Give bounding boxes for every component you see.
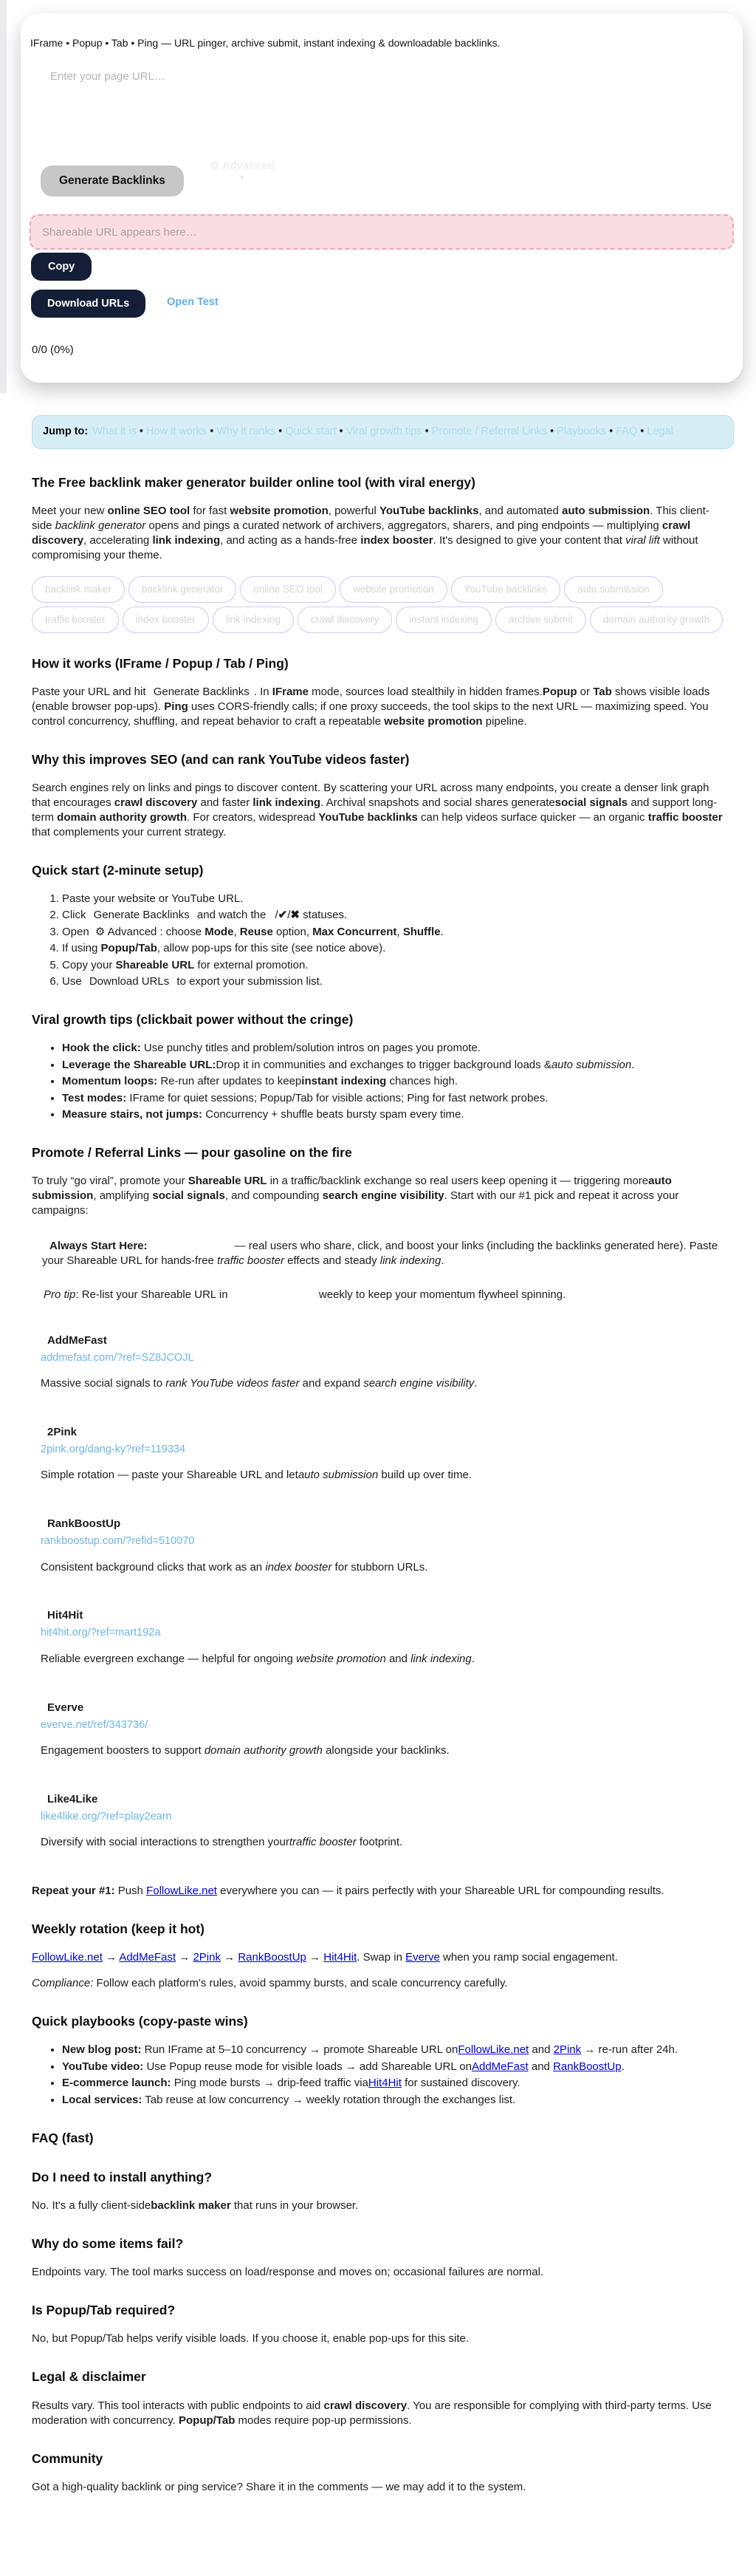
text-run: Measure stairs, not jumps: — [62, 1108, 203, 1121]
text-run: Pro tip — [44, 1288, 76, 1302]
text-run: . It's designed to give your content that — [433, 533, 626, 547]
copy-button[interactable]: Copy — [31, 253, 92, 281]
referral-desc — [41, 1468, 729, 1483]
text-run: Generate Backlinks — [93, 909, 190, 922]
keyword-chip: domain authority growth — [590, 607, 723, 633]
text-run: . Swap in — [357, 1951, 406, 1964]
playbooks-list — [32, 2043, 729, 2107]
list-item — [62, 941, 729, 956]
text-run: Leverage the Shareable URL: — [62, 1058, 216, 1071]
text-run: weekly to keep your momentum flywheel spinning. — [315, 1288, 566, 1302]
section-title-promote: Promote / Referral Links — pour gasoline on the fire — [32, 1145, 352, 1161]
keyword-chip: traffic booster — [32, 607, 119, 633]
list-item — [62, 925, 729, 940]
separator: • — [637, 426, 647, 437]
shareable-url-field[interactable] — [30, 214, 734, 250]
text-run: and watch the — [193, 909, 269, 922]
jump-link[interactable]: Legal — [647, 426, 673, 437]
text-run: Max Concurrent — [312, 925, 397, 938]
text-run: website promotion — [230, 505, 329, 518]
faq-question: Why do some items fail? — [32, 2236, 184, 2251]
text-run: that runs in your browser. — [230, 2199, 359, 2213]
text-run: . For creators, widespread — [187, 810, 319, 824]
text-run: . Archival snapshots and social shares generate — [320, 796, 555, 809]
text-run: ✔ — [278, 909, 288, 922]
text-run: auto submission — [551, 1058, 632, 1071]
text-run: . — [471, 1652, 475, 1665]
text-run: . You are responsible for complying with third-party terms. Use moderation with concurrency. — [32, 2399, 712, 2427]
text-run: IFrame for quiet sessions; Popup/Tab for visible actions; Ping for fast network probes. — [126, 1091, 549, 1104]
open-test-link[interactable]: Open Test — [167, 296, 219, 308]
text-run: statuses. — [299, 909, 348, 922]
text-run: mode, sources load stealthily in hidden frames. — [309, 685, 543, 698]
text-run: YouTube video: — [62, 2060, 144, 2073]
text-run: domain authority growth — [204, 1743, 323, 1757]
text-run: uses CORS-friendly calls; if one proxy succeeds, the tool skips to the next URL — maximizing speed. You control concurrency, shuffling, and repeat behavior to craft a repeatable — [32, 700, 709, 728]
referral-url-link[interactable]: hit4hit.org/?ref=mart192a — [41, 1627, 161, 1639]
text-run: , amplifying — [93, 1189, 153, 1203]
list-item — [62, 958, 729, 973]
separator: • — [207, 426, 217, 437]
text-run: Test modes: — [62, 1091, 127, 1104]
inline-link[interactable]: RankBoostUp — [238, 1951, 306, 1964]
separator: • — [606, 426, 616, 437]
text-run: , and acting as a hands-free — [220, 533, 361, 547]
text-run: Results vary. This tool interacts with public endpoints to aid — [32, 2399, 324, 2412]
referral-card — [41, 1608, 729, 1666]
faq-answer — [32, 2331, 729, 2346]
text-run: Popup/Tab — [178, 2413, 236, 2427]
viral-tips-list — [32, 1041, 729, 1122]
jump-to-nav — [32, 415, 734, 449]
text-run: , allow pop-ups for this site (see notice above). — [157, 942, 386, 955]
inline-link[interactable]: FollowLike.net — [32, 1951, 103, 1964]
text-run: can help videos surface quicker — an organic — [417, 810, 648, 824]
text-run: If using — [62, 942, 101, 955]
inline-link[interactable]: FollowLike.net — [458, 2043, 529, 2057]
backlink-tool-card — [21, 13, 743, 383]
text-run: . Start with our #1 pick and repeat it across your campaigns: — [32, 1189, 679, 1217]
keyword-chip: backlink maker — [32, 576, 125, 603]
text-run: Click — [62, 909, 89, 922]
text-run: . — [474, 1377, 478, 1390]
text-run: Ping — [164, 700, 188, 713]
text-run: when you ramp social engagement. — [439, 1951, 618, 1964]
referral-url-link[interactable]: addmefast.com/?ref=SZ8JCOJL — [41, 1351, 194, 1364]
faq-answer — [32, 2265, 729, 2280]
keyword-chip: archive submit — [495, 607, 586, 633]
advanced-label: ⚙ Advanced — [209, 160, 275, 172]
jump-link[interactable]: FAQ — [616, 426, 638, 437]
inline-link[interactable]: AddMeFast — [471, 2060, 529, 2073]
text-run: crawl discovery — [32, 519, 691, 547]
text-run: index booster — [265, 1560, 332, 1574]
text-run: auto submission — [562, 505, 650, 518]
text-run: and support long-term — [32, 796, 718, 824]
always-start-here — [42, 1239, 729, 1268]
text-run: Paste your URL and hit — [32, 685, 149, 698]
referral-url-link[interactable]: like4like.org/?ref=play2earn — [41, 1810, 172, 1822]
inline-link[interactable]: FollowLike.net — [146, 1884, 217, 1897]
text-run: . In — [253, 685, 272, 698]
text-run: Search engines rely on links and pings to discover content. By scattering your URL across many endpoints, you create a denser link graph that encourages — [32, 782, 709, 809]
promote-paragraph — [32, 1174, 729, 1218]
text-run: traffic booster — [647, 810, 723, 824]
text-run: YouTube backlinks — [379, 505, 479, 518]
keyword-chip: website promotion — [340, 576, 447, 603]
text-run: modes require pop-up permissions. — [235, 2413, 412, 2427]
referral-name: Everve — [47, 1701, 84, 1714]
jump-link[interactable]: Playbooks — [557, 426, 607, 437]
text-run: alongside your backlinks. — [322, 1743, 450, 1757]
faq-list — [32, 2169, 729, 2347]
list-item — [62, 908, 729, 923]
text-run: Ping mode bursts → drip-feed traffic via — [171, 2077, 368, 2090]
text-run: Consistent background clicks that work as an — [41, 1560, 266, 1574]
inline-link[interactable]: Hit4Hit — [368, 2077, 402, 2090]
text-run: Run IFrame at 5–10 concurrency → promote Shareable URL on — [141, 2043, 458, 2057]
referral-name: 2Pink — [47, 1426, 78, 1439]
text-run: Push — [114, 1884, 147, 1897]
separator: • — [136, 426, 146, 437]
text-run: shows visible loads (enable browser pop-ups). — [32, 685, 710, 713]
referral-desc — [41, 1560, 729, 1575]
text-run: / — [275, 909, 278, 922]
text-run: social signals — [152, 1189, 225, 1203]
how-paragraph — [32, 685, 729, 729]
referral-card — [41, 1701, 729, 1758]
text-run: , powerful — [328, 505, 379, 518]
section-title-what: The Free backlink maker generator builder online tool (with viral energy) — [32, 474, 475, 490]
text-run: build up over time. — [378, 1469, 472, 1482]
list-item — [62, 1107, 729, 1122]
text-run: Tab reuse at low concurrency → weekly rotation through the exchanges list. — [142, 2093, 516, 2106]
hero-region — [0, 0, 756, 393]
text-run: traffic booster — [289, 1836, 357, 1848]
chevron-down-icon: ▼ — [238, 174, 246, 182]
jump-link[interactable]: Promote / Referral Links — [431, 426, 548, 437]
referral-desc — [41, 1743, 729, 1758]
text-run: Shareable URL — [188, 1175, 267, 1188]
text-run: Use — [62, 975, 85, 988]
text-run: effects and steady — [284, 1254, 380, 1268]
referral-name: Like4Like — [47, 1792, 98, 1805]
text-run: . — [621, 2060, 625, 2073]
text-run: Got a high-quality backlink or ping service? Share it in the comments — we may add it to the system. — [32, 2480, 526, 2493]
text-run: Hook the click: — [62, 1042, 141, 1055]
section-title-faq: FAQ (fast) — [32, 2130, 94, 2145]
text-run: Shuffle — [402, 925, 441, 938]
referral-desc — [41, 1376, 729, 1391]
referral-url-link[interactable]: rankboostup.com/?refid=510070 — [41, 1535, 195, 1548]
text-run: , and compounding — [224, 1189, 323, 1203]
text-run: pipeline. — [482, 714, 527, 728]
rotation-paragraph — [32, 1950, 729, 1965]
text-run: link indexing — [379, 1254, 441, 1268]
text-run: for external promotion. — [194, 958, 309, 971]
list-item — [62, 1091, 729, 1106]
referral-name: Hit4Hit — [47, 1609, 83, 1622]
text-run: for fast — [190, 505, 230, 518]
text-run: website promotion — [384, 714, 483, 728]
text-run: crawl discovery — [114, 796, 198, 809]
text-run: To truly “go viral”, promote your — [32, 1175, 188, 1188]
text-run: chances high. — [386, 1075, 458, 1088]
referral-card — [41, 1517, 729, 1574]
text-run: , and automated — [478, 505, 563, 518]
text-run: Shareable URL — [115, 958, 195, 971]
generate-backlinks-button[interactable]: Generate Backlinks — [41, 165, 184, 197]
text-run: link indexing — [252, 796, 321, 809]
list-item — [62, 892, 729, 906]
list-item — [62, 2060, 729, 2074]
keyword-chip: YouTube backlinks — [451, 576, 560, 603]
text-run: crawl discovery — [323, 2399, 408, 2412]
text-run: Use punchy titles and problem/solution intros on pages you promote. — [140, 1042, 481, 1055]
section-title-quickstart: Quick start (2-minute setup) — [32, 862, 204, 878]
text-run: Diversify with social interactions to strengthen your — [41, 1836, 289, 1848]
text-run: online SEO tool — [107, 505, 190, 518]
text-run: Open — [62, 925, 92, 938]
advanced-toggle[interactable] — [190, 159, 294, 182]
text-run: and expand — [299, 1377, 364, 1390]
community-paragraph — [32, 2480, 729, 2495]
inline-link[interactable]: RankBoostUp — [553, 2060, 622, 2073]
text-run: without compromising your theme. — [32, 533, 698, 561]
text-run: Paste your website or YouTube URL. — [62, 892, 244, 906]
text-run: search engine visibility — [363, 1377, 475, 1390]
separator: • — [275, 426, 286, 437]
referral-url-link[interactable]: 2pink.org/dang-ky?ref=119334 — [41, 1444, 186, 1456]
text-run: No. It's a fully client-side — [32, 2199, 151, 2213]
text-run: Engagement boosters to support — [41, 1743, 205, 1757]
keyword-chip: link indexing — [213, 607, 294, 633]
text-run: E-commerce launch: — [62, 2077, 171, 2090]
text-run: , — [233, 925, 240, 938]
list-item — [62, 1058, 729, 1073]
referral-desc — [41, 1835, 729, 1850]
text-run: New blog post: — [62, 2043, 142, 2057]
text-run: in a traffic/backlink exchange so real users keep opening it — triggering more — [267, 1175, 649, 1188]
section-title-how: How it works (IFrame / Popup / Tab / Ping) — [32, 655, 289, 671]
text-run: backlink maker — [151, 2199, 231, 2213]
text-run: link indexing — [152, 533, 221, 547]
jump-to-label: Jump to: — [43, 426, 89, 437]
quickstart-list — [32, 892, 729, 989]
section-title-weekly: Weekly rotation (keep it hot) — [32, 1921, 205, 1936]
text-run: to export your submission list. — [173, 975, 323, 988]
text-run: Meet your new — [32, 505, 108, 518]
compliance-paragraph — [32, 1976, 729, 1991]
repeat-note — [32, 1884, 729, 1899]
text-run: , — [396, 925, 403, 938]
inline-link[interactable]: Everve — [405, 1951, 440, 1964]
text-run: Copy your — [62, 958, 116, 971]
text-run: Always Start Here: — [49, 1240, 148, 1253]
text-run: Tab — [593, 685, 612, 698]
tool-title: IFrame • Popup • Tab • Ping — URL pinger, archive submit, instant indexing & downloadable backlinks. — [30, 37, 501, 49]
list-item — [62, 2043, 729, 2057]
text-run: and faster — [197, 796, 253, 809]
text-run: Popup/Tab — [100, 942, 157, 955]
text-run: Popup — [542, 685, 577, 698]
text-run: search engine visibility — [322, 1189, 444, 1203]
text-run: Re-run after updates to keep — [157, 1075, 302, 1088]
referral-card — [41, 1333, 729, 1391]
text-run: instant indexing — [301, 1075, 387, 1088]
text-run: option, — [272, 925, 313, 938]
separator: • — [547, 426, 557, 437]
text-run: and — [528, 2060, 554, 2073]
list-item — [62, 974, 729, 989]
text-run: traffic booster — [217, 1254, 284, 1268]
text-run: Local services: — [62, 2093, 142, 2106]
pro-tip — [44, 1288, 729, 1302]
referral-desc — [41, 1652, 729, 1667]
inline-link[interactable]: 2Pink — [553, 2043, 582, 2057]
text-run: / — [287, 909, 291, 922]
section-title-community: Community — [32, 2450, 103, 2466]
text-run: . — [631, 1058, 635, 1071]
url-input[interactable] — [49, 69, 524, 83]
jump-link[interactable]: Quick start — [285, 426, 337, 437]
text-run: footprint. — [356, 1836, 403, 1848]
text-run: everywhere you can — it pairs perfectly with your Shareable URL for compounding results. — [216, 1884, 664, 1897]
keyword-chip: backlink generator — [128, 576, 236, 603]
text-run: rank YouTube videos faster — [165, 1377, 300, 1390]
text-run: : choose — [159, 925, 205, 938]
text-run: Use Popup reuse mode for visible loads → add Shareable URL on — [143, 2060, 472, 2073]
separator: • — [422, 426, 432, 437]
page-edge-strip — [0, 0, 7, 393]
keyword-chip: index booster — [123, 607, 209, 633]
text-run: . — [441, 1254, 444, 1268]
why-paragraph — [32, 781, 729, 840]
text-run: Massive social signals to — [41, 1377, 166, 1390]
inline-link[interactable]: Hit4Hit — [323, 1951, 357, 1964]
text-run: Concurrency + shuffle beats bursty spam every time. — [202, 1108, 464, 1121]
text-run: and — [529, 2043, 554, 2057]
faq-question: Do I need to install anything? — [32, 2169, 213, 2184]
text-run: for stubborn URLs. — [331, 1560, 428, 1574]
text-run: Generate Backlinks — [153, 685, 250, 698]
text-run: → — [102, 1951, 120, 1964]
text-run: : Re-list your Shareable URL in — [75, 1288, 231, 1302]
text-run: Compliance: — [32, 1977, 94, 1990]
text-run: Reuse — [239, 925, 273, 938]
text-run: Download URLs — [89, 975, 170, 988]
jump-link[interactable]: How it works — [145, 426, 207, 437]
text-run: for sustained discovery. — [401, 2077, 520, 2090]
list-item — [62, 1074, 729, 1089]
keyword-chip: crawl discovery — [298, 607, 392, 633]
referral-url-link[interactable]: everve.net/ref/343736/ — [41, 1718, 148, 1731]
keyword-chip: online SEO tool — [240, 576, 336, 603]
text-run: auto submission — [298, 1469, 379, 1482]
jump-link[interactable]: Why it ranks — [216, 426, 276, 437]
section-title-playbooks: Quick playbooks (copy-paste wins) — [32, 2014, 248, 2029]
text-run: , accelerating — [83, 533, 153, 547]
referral-name: RankBoostUp — [47, 1517, 121, 1531]
text-run: → — [306, 1951, 324, 1964]
text-run: social signals — [554, 796, 628, 809]
inline-link[interactable]: AddMeFast — [119, 1951, 176, 1964]
text-run: or — [577, 685, 594, 698]
referral-card — [41, 1792, 729, 1850]
text-run: domain authority growth — [57, 810, 187, 824]
list-item — [62, 1041, 729, 1056]
text-run: → — [176, 1951, 193, 1964]
section-title-viral: Viral growth tips (clickbait power without the cringe) — [32, 1012, 354, 1028]
text-run: ⚙ Advanced — [94, 925, 157, 938]
text-run: auto submission — [32, 1175, 672, 1203]
progress-counter: 0/0 (0%) — [32, 344, 74, 356]
text-run: and — [385, 1652, 411, 1665]
text-run: . — [440, 925, 444, 938]
text-run: → re-run after 24h. — [581, 2043, 678, 2057]
text-run: index booster — [360, 533, 433, 547]
text-run: Reliable evergreen exchange — helpful for ongoing — [41, 1652, 297, 1665]
text-run: . This client-side — [32, 505, 709, 532]
text-run: Drop it in communities and exchanges to trigger background loads & — [216, 1058, 551, 1071]
download-urls-button[interactable]: Download URLs — [31, 290, 145, 318]
text-run: YouTube backlinks — [318, 810, 418, 824]
text-run: viral lift — [625, 533, 660, 547]
text-run: No, but Popup/Tab helps verify visible loads. If you choose it, enable pop-ups for this site. — [32, 2332, 470, 2346]
text-run: Follow each platform's rules, avoid spammy bursts, and scale concurrency carefully. — [93, 1977, 508, 1990]
referral-card — [41, 1425, 729, 1483]
keyword-chip: instant indexing — [396, 607, 492, 633]
text-run: opens and pings a curated network of archivers, aggregators, sharers, and ping endpoints — multiplying — [145, 519, 662, 532]
text-run: ✖ — [290, 909, 300, 922]
inline-link[interactable]: 2Pink — [193, 1951, 221, 1964]
jump-link[interactable]: What it is — [92, 426, 137, 437]
list-item — [62, 2093, 729, 2108]
keyword-chip: auto submission — [564, 576, 663, 603]
intro-paragraph — [32, 504, 729, 563]
text-run: IFrame — [272, 685, 309, 698]
section-title-why: Why this improves SEO (and can rank YouTube videos faster) — [32, 751, 410, 767]
text-run: that complements your current strategy. — [32, 825, 227, 838]
faq-question: Is Popup/Tab required? — [32, 2303, 176, 2318]
keyword-chips — [32, 576, 729, 633]
text-run: website promotion — [296, 1652, 386, 1665]
separator: • — [336, 426, 346, 437]
legal-paragraph — [32, 2399, 729, 2428]
text-run: Repeat your #1: — [32, 1884, 115, 1897]
text-run: backlink generator — [55, 519, 146, 532]
faq-answer — [32, 2199, 729, 2213]
section-title-legal: Legal & disclaimer — [32, 2369, 146, 2385]
text-run: → — [220, 1951, 238, 1964]
text-run: Endpoints vary. The tool marks success on load/response and moves on; occasional failures are normal. — [32, 2266, 544, 2279]
text-run: Simple rotation — paste your Shareable URL and let — [41, 1469, 298, 1482]
referral-name: AddMeFast — [47, 1334, 107, 1347]
text-run: Momentum loops: — [62, 1075, 158, 1088]
text-run: Mode — [205, 925, 234, 938]
text-run: — real users who share, click, and boost your links (including the backlinks generated here). Paste your Shareable URL for hands-free — [42, 1240, 718, 1268]
jump-link[interactable]: Viral growth tips — [346, 426, 422, 437]
list-item — [62, 2076, 729, 2091]
text-run: link indexing — [410, 1652, 472, 1665]
article — [32, 474, 729, 2576]
referral-cards — [32, 1333, 729, 1850]
